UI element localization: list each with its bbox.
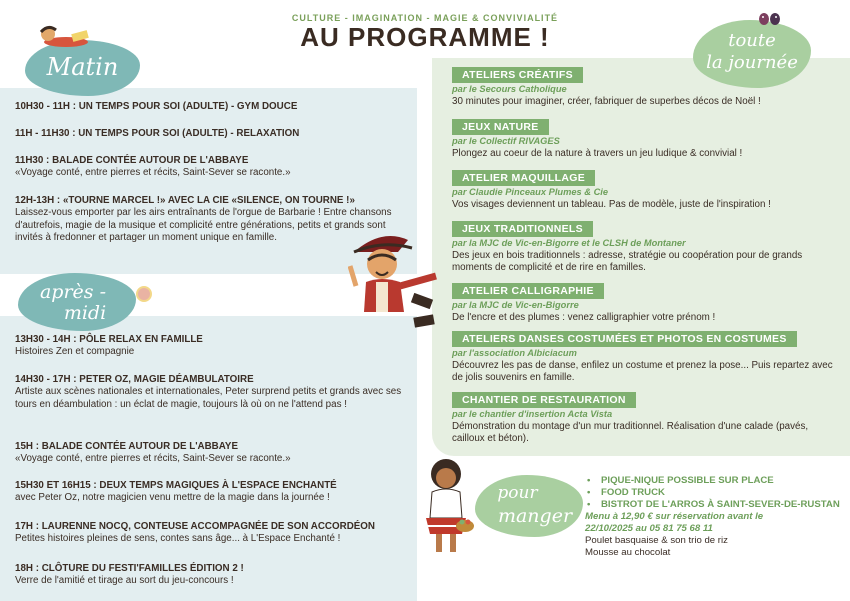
activity-org: par la MJC de Vic-en-Bigorre et le CLSH de Montaner xyxy=(452,238,686,249)
event-desc: «Voyage conté, entre pierres et récits, Saint-Sever se raconte.» xyxy=(15,453,291,465)
event-desc: Petites histoires pleines de sens, contes sans âge... à L'Espace Enchanté ! xyxy=(15,533,341,545)
food-badge-line1: pour xyxy=(497,483,538,503)
activity-1 xyxy=(452,67,842,108)
woman-basket-illustration xyxy=(418,456,478,556)
reading-child-icon xyxy=(36,24,96,50)
morning-event-3 xyxy=(15,155,410,180)
activity-org: par Claudie Pinceaux Plumes & Cie xyxy=(452,187,609,198)
event-title: UN TEMPS POUR SOI (ADULTE) - RELAXATION xyxy=(78,128,300,139)
afternoon-event-6 xyxy=(15,563,410,588)
food-dish: Mousse au chocolat xyxy=(585,547,671,558)
activity-label: ATELIERS CRÉATIFS xyxy=(452,67,583,83)
event-time: 15H30 ET 16H15 : xyxy=(15,480,97,491)
activity-label: ATELIER CALLIGRAPHIE xyxy=(452,283,604,299)
event-title: PÔLE RELAX EN FAMILLE xyxy=(79,334,203,345)
activity-org: par la MJC de Vic-en-Bigorre xyxy=(452,300,579,311)
morning-event-1 xyxy=(15,101,410,113)
morning-event-4 xyxy=(15,195,395,245)
activity-desc: Démonstration du montage d'un mur traditionnel. Réalisation d'une calade (pavés, cailloux et béton). xyxy=(452,420,809,445)
event-title: BALADE CONTÉE AUTOUR DE L'ABBAYE xyxy=(52,155,249,166)
activity-label: ATELIERS DANSES COSTUMÉES ET PHOTOS EN COSTUMES xyxy=(452,331,797,347)
birds-icon xyxy=(756,8,782,26)
activity-5 xyxy=(452,283,842,324)
activity-org: par le chantier d'insertion Acta Vista xyxy=(452,409,613,420)
activity-desc: Plongez au coeur de la nature à travers un jeu ludique & convivial ! xyxy=(452,147,743,159)
flower-icon xyxy=(136,286,152,302)
food-badge-line2: manger xyxy=(497,505,573,527)
event-desc: Laissez-vous emporter par les airs entraînants de l'orgue de Barbarie ! Entre chansons d'autrefois, magie de la musique et complicité entre générations, petits et grands sont invités à fredonner et partager un moment unique en famille. xyxy=(15,207,392,244)
event-time: 13H30 - 14H : xyxy=(15,334,77,345)
event-desc: Verre de l'amitié et tirage au sort du jeu-concours ! xyxy=(15,575,234,587)
activity-label: JEUX TRADITIONNELS xyxy=(452,221,593,237)
event-time: 11H30 : xyxy=(15,155,50,166)
event-time: 14H30 - 17H : xyxy=(15,374,77,385)
activity-6 xyxy=(452,331,842,385)
event-time: 18H : xyxy=(15,563,39,574)
activity-label: ATELIER MAQUILLAGE xyxy=(452,170,595,186)
header-kicker: CULTURE - IMAGINATION - MAGIE & CONVIVIALITÉ xyxy=(291,13,559,23)
afternoon-event-4 xyxy=(15,480,410,505)
event-time: 17H : xyxy=(15,521,39,532)
afternoon-event-3 xyxy=(15,441,410,466)
afternoon-event-5 xyxy=(15,521,410,546)
morning-badge-label: Matin xyxy=(46,53,119,81)
activity-4 xyxy=(452,221,842,275)
activity-2 xyxy=(452,119,842,160)
activity-label: CHANTIER DE RESTAURATION xyxy=(452,392,636,408)
activity-3 xyxy=(452,170,842,211)
event-desc: avec Peter Oz, notre magicien venu mettre de la magie dans la journée ! xyxy=(15,492,330,504)
event-desc: Histoires Zen et compagnie xyxy=(15,346,135,358)
activity-desc: Des jeux en bois traditionnels : adresse, stratégie ou coopération pour de grands moments de complicité et de rire en familles. xyxy=(452,249,803,274)
event-title: PETER OZ, MAGIE DÉAMBULATOIRE xyxy=(79,374,254,385)
food-item: • BISTROT DE L'ARROS À SAINT-SEVER-DE-RUSTAN xyxy=(585,499,850,511)
event-time: 10H30 - 11H : xyxy=(15,101,76,112)
afternoon-badge-line1: après - xyxy=(39,281,107,303)
activity-label: JEUX NATURE xyxy=(452,119,549,135)
morning-event-2 xyxy=(15,128,410,140)
event-title: DEUX TEMPS MAGIQUES À L'ESPACE ENCHANTÉ xyxy=(99,480,337,491)
food-item: • PIQUE-NIQUE POSSIBLE SUR PLACE xyxy=(585,475,850,487)
afternoon-event-2 xyxy=(15,374,410,411)
food-menu-info: Menu à 12,90 € sur réservation avant le 22/10/2025 au 05 81 75 68 11 xyxy=(585,511,764,534)
food-item: • FOOD TRUCK xyxy=(585,487,850,499)
afternoon-badge-line2: midi xyxy=(63,302,107,324)
event-title: «TOURNE MARCEL !» AVEC LA CIE «SILENCE, ON TOURNE !» xyxy=(62,195,355,206)
event-time: 12H-13H : xyxy=(15,195,61,206)
activity-desc: Vos visages deviennent un tableau. Pas de modèle, juste de l'inspiration ! xyxy=(452,198,771,210)
event-desc: Artiste aux scènes nationales et internationales, Peter surprend petits et grands avec ses tours en déambulation : un éclat de magie, toujours là où on ne l'attend pas ! xyxy=(15,386,402,410)
activity-org: par le Secours Catholique xyxy=(452,84,567,95)
event-time: 11H - 11H30 : xyxy=(15,128,76,139)
activity-org: par l'association Albiciacum xyxy=(452,348,577,359)
activity-org: par le Collectif RIVAGES xyxy=(452,136,560,147)
page-title: AU PROGRAMME ! xyxy=(300,22,550,52)
activity-desc: Découvrez les pas de danse, enfilez un costume et prenez la pose... Puis repartez avec de jolis souvenirs en famille. xyxy=(452,359,833,384)
event-title: UN TEMPS POUR SOI (ADULTE) - GYM DOUCE xyxy=(78,101,298,112)
event-title: BALADE CONTÉE AUTOUR DE L'ABBAYE xyxy=(41,441,238,452)
event-title: CLÔTURE DU FESTI'FAMILLES ÉDITION 2 ! xyxy=(41,563,244,574)
afternoon-event-1 xyxy=(15,334,410,359)
activity-desc: De l'encre et des plumes : venez calligraphier votre prénom ! xyxy=(452,311,716,323)
allday-badge-line1: toute xyxy=(728,30,776,51)
allday-badge-line2: la journée xyxy=(706,52,798,73)
food-section xyxy=(585,475,850,559)
event-desc: «Voyage conté, entre pierres et récits, Saint-Sever se raconte.» xyxy=(15,167,291,179)
food-dish: Poulet basquaise & son trio de riz xyxy=(585,535,728,546)
activity-desc: 30 minutes pour imaginer, créer, fabriquer de superbes décos de Noël ! xyxy=(452,95,761,107)
event-time: 15H : xyxy=(15,441,39,452)
event-title: LAURENNE NOCQ, CONTEUSE ACCOMPAGNÉE DE SON ACCORDÉON xyxy=(41,521,375,532)
activity-7 xyxy=(452,392,842,446)
